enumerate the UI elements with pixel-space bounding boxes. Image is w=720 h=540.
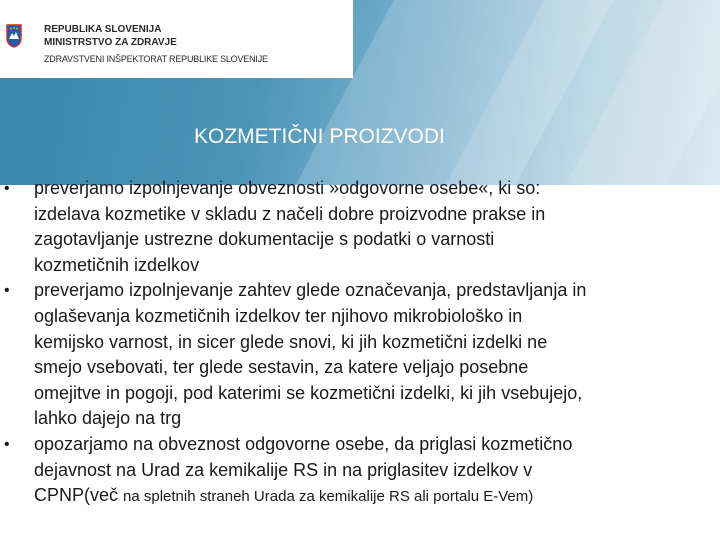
bullet-item	[0, 432, 716, 510]
bullet-text: preverjamo izpolnjevanje zahtev glede označevanja, predstavljanja in oglaševanja kozmetičnih izdelkov ter njihovo mikrobiološko in kemijsko varnost, in sicer glede snovi, ki jih kozmetični izdelki ne smejo vsebovati, ter glede sestavin, za katere veljajo posebne omejitve in pogoji, pod katerimi se kozmetični izdelki, ki jih vsebujejo, lahko dajejo na trg	[34, 280, 587, 429]
ministry-logo	[0, 0, 353, 78]
bullet-icon: •	[4, 180, 10, 197]
bullet-icon: •	[4, 435, 10, 453]
bullet-list	[0, 176, 716, 510]
bullet-icon: •	[4, 282, 10, 300]
logo-line-ministry: MINISTRSTVO ZA ZDRAVJE	[44, 37, 177, 48]
slide-title: KOZMETIČNI PROIZVODI	[194, 125, 445, 148]
header-band	[0, 0, 720, 185]
bullet-text-tail: na spletnih straneh Urada za kemikalije RS ali portalu E-Vem)	[123, 488, 534, 506]
logo-line-inspectorate: ZDRAVSTVENI INŠPEKTORAT REPUBLIKE SLOVENIJE	[44, 54, 268, 64]
bullet-text: opozarjamo na obveznost odgovorne osebe, da priglasi kozmetično dejavnost na Urad za kemikalije RS in na priglasitev izdelkov v CPNP(več	[34, 433, 573, 506]
bullet-item	[0, 278, 716, 432]
bullet-item	[0, 176, 716, 278]
logo-line-republic: REPUBLIKA SLOVENIJA	[44, 24, 162, 35]
slovenia-coat-of-arms-icon	[6, 24, 22, 48]
bullet-text: preverjamo izpolnjevanje obveznosti »odgovorne osebe«, ki so: izdelava kozmetike v skladu z načeli dobre proizvodne prakse in zagotavljanje ustrezne dokumentacije s podatki o varnosti kozmetičnih izdelkov	[34, 178, 546, 275]
